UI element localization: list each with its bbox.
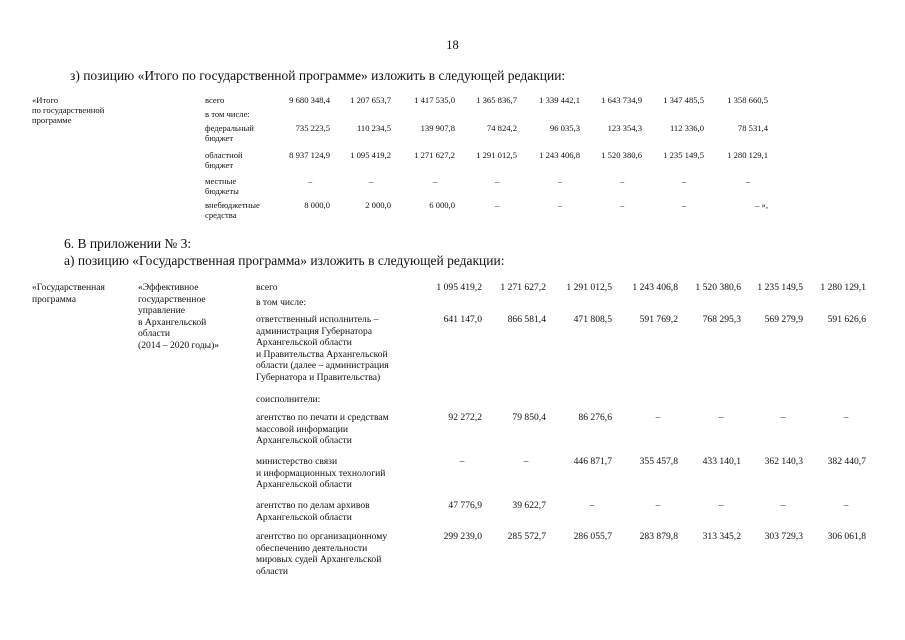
row-label-line: соисполнители:: [256, 394, 321, 405]
table-cell-value: –: [589, 500, 595, 511]
table-cell-value: 47 776,9: [448, 500, 482, 511]
row-label-line: Губернатора и Правительства): [256, 372, 381, 383]
table-cell-value: 362 140,3: [764, 456, 803, 467]
row-label-line: министерство связи: [256, 456, 338, 467]
row-label-line: Архангельской области: [256, 479, 352, 491]
row-label-line: бюджеты: [205, 185, 239, 196]
program-label-line: «Итого: [32, 95, 59, 105]
table-cell-value: 446 871,7: [573, 456, 612, 467]
table-cell-value: 1 235 149,5: [663, 150, 704, 160]
table-cell-value: 591 769,2: [639, 314, 678, 325]
row-label-line: массовой информации: [256, 423, 348, 435]
table-cell-value: 1 339 442,1: [539, 95, 580, 105]
table-cell-value: –: [557, 200, 563, 210]
table-cell-value: –: [681, 176, 687, 186]
table-cell-value: 2 000,0: [365, 200, 391, 210]
table-cell-value: 1 643 734,9: [601, 95, 642, 105]
table-cell-value: 1 291 012,5: [476, 150, 517, 160]
row-label-line: агентство по организационному: [256, 531, 388, 542]
row-label-line: в том числе:: [256, 297, 307, 308]
table-cell-value: 591 626,6: [827, 314, 866, 325]
row-label-line: области: [256, 565, 289, 577]
table-cell-value: – »,: [755, 200, 768, 210]
row-label-line: мировых судей Архангельской: [256, 554, 382, 566]
table-cell-value: 1 347 485,5: [663, 95, 704, 105]
table-cell-value: –: [494, 176, 500, 186]
table-cell-value: 1 271 627,2: [500, 282, 546, 293]
table-cell-value: 123 354,3: [607, 123, 642, 133]
program-name-line: государственное: [138, 293, 206, 305]
table-cell-value: –: [718, 412, 724, 423]
table-cell-value: –: [681, 200, 687, 210]
row-label-line: агентство по печати и средствам: [256, 412, 389, 423]
table-cell-value: –: [655, 412, 661, 423]
row-label-line: Архангельской области: [256, 435, 352, 447]
row-label-line: бюджет: [205, 132, 234, 143]
table-cell-value: 1 291 012,5: [566, 282, 612, 293]
row-label-line: в том числе:: [205, 109, 250, 119]
table-cell-value: –: [780, 500, 786, 511]
table-cell-value: 139 907,8: [420, 123, 455, 133]
row-label-line: администрация Губернатора: [256, 325, 373, 337]
section-6-heading: 6. В приложении № 3:: [64, 236, 192, 251]
table-cell-value: 86 276,6: [578, 412, 612, 423]
table-cell-value: 768 295,3: [702, 314, 741, 325]
table-cell-value: 1 358 660,5: [727, 95, 768, 105]
program-label-line: программа: [32, 293, 77, 305]
table-cell-value: –: [494, 200, 500, 210]
program-label-line: по государственной: [32, 104, 105, 115]
program-name-line: в Архангельской: [138, 316, 207, 328]
table-cell-value: 1 280 129,1: [820, 282, 866, 293]
row-label-line: всего: [205, 95, 225, 105]
row-label-line: и Правительства Архангельской: [256, 348, 388, 360]
table-cell-value: 471 808,5: [573, 314, 612, 325]
row-label-line: обеспечению деятельности: [256, 542, 368, 554]
row-label-line: федеральный: [205, 123, 254, 133]
table-cell-value: 1 520 380,6: [695, 282, 741, 293]
table-cell-value: –: [780, 412, 786, 423]
table-cell-value: –: [459, 456, 465, 467]
table-cell-value: –: [307, 176, 313, 186]
table-cell-value: –: [655, 500, 661, 511]
table-cell-value: 1 235 149,5: [757, 282, 803, 293]
table-cell-value: 1 520 380,6: [601, 150, 642, 160]
row-label-line: Архангельской области: [256, 337, 352, 349]
table-cell-value: 6 000,0: [429, 200, 455, 210]
table-cell-value: 641 147,0: [443, 314, 482, 325]
program-label-line: программе: [32, 114, 72, 125]
row-label-line: средства: [205, 209, 237, 220]
table-cell-value: 306 061,8: [827, 531, 866, 542]
table-cell-value: 96 035,3: [549, 123, 580, 133]
table-cell-value: –: [619, 176, 625, 186]
table-cell-value: 9 680 348,4: [289, 95, 330, 105]
table-cell-value: 1 243 406,8: [632, 282, 678, 293]
table-cell-value: 1 207 653,7: [350, 95, 391, 105]
table-cell-value: 1 271 627,2: [414, 150, 455, 160]
table-cell-value: 569 279,9: [764, 314, 803, 325]
table-cell-value: –: [843, 412, 849, 423]
table-cell-value: 112 336,0: [669, 123, 704, 133]
table-cell-value: 78 531,4: [737, 123, 768, 133]
table-cell-value: 1 365 836,7: [476, 95, 517, 105]
table-cell-value: –: [843, 500, 849, 511]
row-label-line: всего: [256, 282, 278, 293]
table-cell-value: –: [557, 176, 563, 186]
program-name-line: «Эффективное: [138, 282, 199, 293]
table-cell-value: –: [718, 500, 724, 511]
table-cell-value: 39 622,7: [512, 500, 546, 511]
table-cell-value: 313 345,2: [702, 531, 741, 542]
table-cell-value: –: [745, 176, 751, 186]
table-cell-value: 8 937 124,9: [289, 150, 330, 160]
table-cell-value: 303 729,3: [764, 531, 803, 542]
table-cell-value: 1 095 419,2: [436, 282, 482, 293]
table-cell-value: 79 850,4: [512, 412, 546, 423]
table-cell-value: 866 581,4: [507, 314, 546, 325]
table-cell-value: 1 417 535,0: [414, 95, 455, 105]
table-cell-value: 1 095 419,2: [350, 150, 391, 160]
program-label-line: «Государственная: [32, 282, 105, 293]
table-cell-value: 433 140,1: [702, 456, 741, 467]
table-cell-value: –: [368, 176, 374, 186]
row-label-line: внебюджетные: [205, 200, 260, 210]
row-label-line: местные: [205, 176, 237, 186]
table-cell-value: 299 239,0: [443, 531, 482, 542]
table-cell-value: 110 234,5: [356, 123, 391, 133]
program-name-line: (2014 – 2020 годы)»: [138, 340, 220, 351]
table-cell-value: –: [523, 456, 529, 467]
table-cell-value: 285 572,7: [507, 531, 546, 542]
table-cell-value: 1 280 129,1: [727, 150, 768, 160]
section-a-heading: а) позицию «Государственная программа» изложить в следующей редакции:: [64, 253, 505, 268]
row-label-line: агентство по делам архивов: [256, 500, 370, 511]
row-label-line: области (далее – администрация: [256, 360, 389, 372]
page-number: 18: [446, 38, 459, 52]
table-cell-value: 1 243 406,8: [539, 150, 580, 160]
table-cell-value: 355 457,8: [639, 456, 678, 467]
table-cell-value: –: [432, 176, 438, 186]
table-cell-value: 8 000,0: [304, 200, 330, 210]
table-cell-value: 735 223,5: [295, 123, 330, 133]
table-cell-value: 74 824,2: [486, 123, 517, 133]
table-cell-value: 283 879,8: [639, 531, 678, 542]
table-cell-value: –: [619, 200, 625, 210]
row-label-line: бюджет: [205, 159, 234, 170]
program-name-line: управление: [138, 305, 185, 317]
section-z-heading: з) позицию «Итого по государственной программе» изложить в следующей редакции:: [70, 68, 566, 83]
table-cell-value: 92 272,2: [448, 412, 482, 423]
table-cell-value: 382 440,7: [827, 456, 866, 467]
row-label-line: областной: [205, 150, 243, 160]
program-name-line: области: [138, 328, 171, 340]
row-label-line: и информационных технологий: [256, 467, 386, 479]
table-cell-value: 286 055,7: [573, 531, 612, 542]
row-label-line: ответственный исполнитель –: [256, 314, 379, 325]
row-label-line: Архангельской области: [256, 511, 352, 523]
